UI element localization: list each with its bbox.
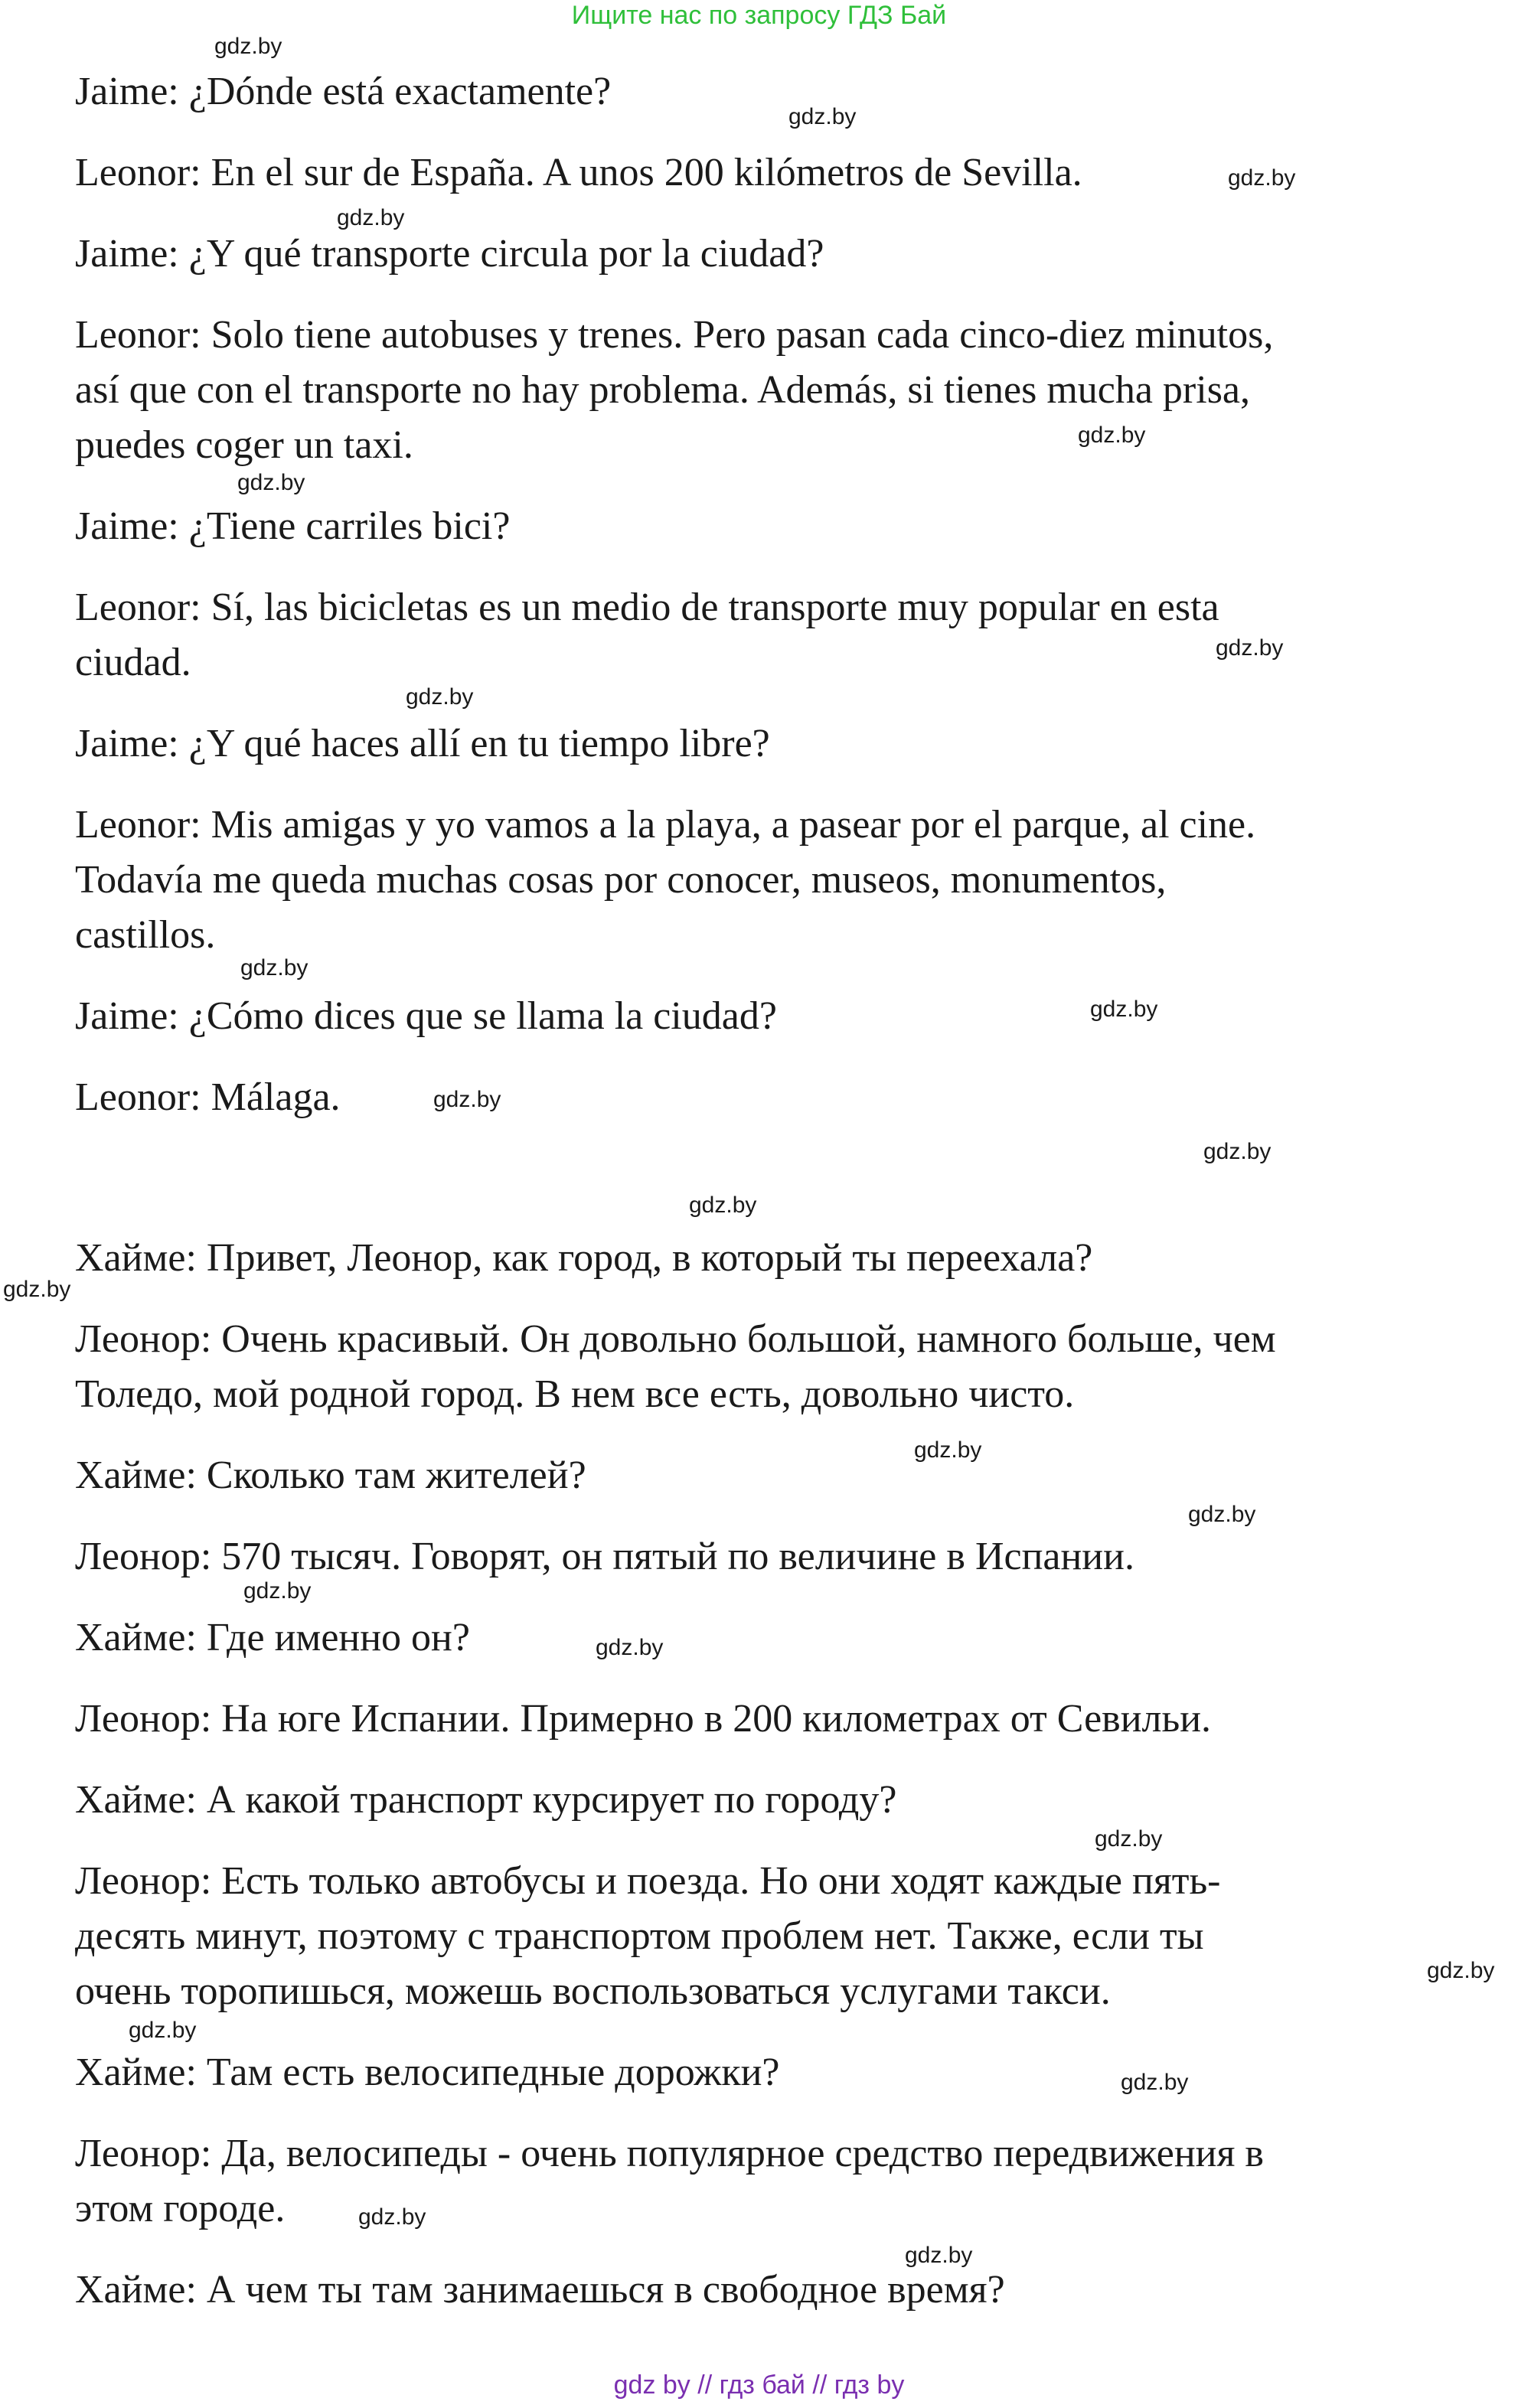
watermark: gdz.by [243, 1578, 312, 1604]
dialogue-line: Хайме: Сколько там жителей? [75, 1454, 586, 1497]
dialogue-line: Leonor: Mis amigas y yo vamos a la playa, a pasear por el parque, al cine. [75, 803, 1256, 847]
watermark: gdz.by [788, 104, 857, 129]
watermark: gdz.by [1203, 1139, 1272, 1164]
watermark: gdz.by [596, 1635, 664, 1660]
dialogue-line: así que con el transporte no hay problema. Además, si tienes mucha prisa, [75, 368, 1251, 412]
dialogue-line: очень торопишься, можешь воспользоваться услугами такси. [75, 1969, 1111, 2013]
dialogue-line: Леонор: Есть только автобусы и поезда. Но они ходят каждые пять- [75, 1859, 1221, 1903]
dialogue-line: Leonor: Sí, las bicicletas es un medio de transporte muy popular en esta [75, 586, 1219, 629]
dialogue-line: ciudad. [75, 641, 191, 684]
watermark: gdz.by [240, 955, 308, 980]
dialogue-line: Леонор: 570 тысяч. Говорят, он пятый по величине в Испании. [75, 1535, 1134, 1578]
dialogue-line: Леонор: Да, велосипеды - очень популярное средство передвижения в [75, 2132, 1264, 2175]
dialogue-line: Jaime: ¿Tiene carriles bici? [75, 504, 511, 548]
watermark: gdz.by [1427, 1958, 1495, 1983]
watermark: gdz.by [914, 1437, 982, 1463]
watermark: gdz.by [129, 2018, 197, 2043]
watermark: gdz.by [1228, 165, 1296, 191]
watermark: gdz.by [1095, 1826, 1163, 1852]
watermark: gdz.by [1216, 635, 1284, 661]
top-banner[interactable]: Ищите нас по запросу ГДЗ Бай [571, 1, 947, 30]
watermark: gdz.by [1188, 1502, 1256, 1527]
dialogue-line: Хайме: Привет, Леонор, как город, в который ты переехала? [75, 1236, 1093, 1280]
watermark: gdz.by [1090, 997, 1158, 1022]
watermark: gdz.by [1121, 2070, 1189, 2095]
watermark: gdz.by [433, 1087, 501, 1112]
dialogue-line: Толедо, мой родной город. В нем все есть, довольно чисто. [75, 1372, 1075, 1416]
dialogue-line: этом городе. [75, 2187, 286, 2230]
watermark: gdz.by [1078, 423, 1146, 448]
watermark: gdz.by [214, 34, 282, 59]
dialogue-line: Хайме: Где именно он? [75, 1616, 470, 1659]
dialogue-line: Хайме: А чем ты там занимаешься в свободное время? [75, 2268, 1005, 2312]
dialogue-line: десять минут, поэтому с транспортом проблем нет. Также, если ты [75, 1914, 1204, 1958]
dialogue-line: Jaime: ¿Dónde está exactamente? [75, 70, 612, 113]
dialogue-line: Leonor: Solo tiene autobuses y trenes. Pero pasan cada cinco-diez minutos, [75, 313, 1274, 357]
bottom-footer[interactable]: gdz by // гдз бай // гдз by [613, 2370, 905, 2400]
watermark: gdz.by [358, 2204, 426, 2230]
watermark: gdz.by [689, 1193, 757, 1218]
dialogue-line: Jaime: ¿Y qué transporte circula por la ciudad? [75, 232, 824, 276]
dialogue-line: Leonor: Málaga. [75, 1075, 341, 1119]
dialogue-line: puedes coger un taxi. [75, 423, 413, 467]
dialogue-line: Хайме: Там есть велосипедные дорожки? [75, 2051, 780, 2094]
watermark: gdz.by [237, 470, 305, 495]
dialogue-line: Леонор: На юге Испании. Примерно в 200 километрах от Севильи. [75, 1697, 1212, 1741]
watermark: gdz.by [406, 684, 474, 710]
dialogue-line: Todavía me queda muchas cosas por conocer, museos, monumentos, [75, 858, 1167, 902]
dialogue-line: Хайме: А какой транспорт курсирует по городу? [75, 1778, 897, 1822]
dialogue-line: Jaime: ¿Cómo dices que se llama la ciudad? [75, 994, 777, 1038]
watermark: gdz.by [905, 2243, 973, 2268]
watermark: gdz.by [3, 1277, 71, 1302]
dialogue-line: Leonor: En el sur de España. A unos 200 kilómetros de Sevilla. [75, 151, 1082, 194]
watermark: gdz.by [337, 205, 405, 230]
dialogue-line: Jaime: ¿Y qué haces allí en tu tiempo libre? [75, 722, 770, 765]
dialogue-line: castillos. [75, 913, 216, 957]
dialogue-line: Леонор: Очень красивый. Он довольно большой, намного больше, чем [75, 1317, 1276, 1361]
